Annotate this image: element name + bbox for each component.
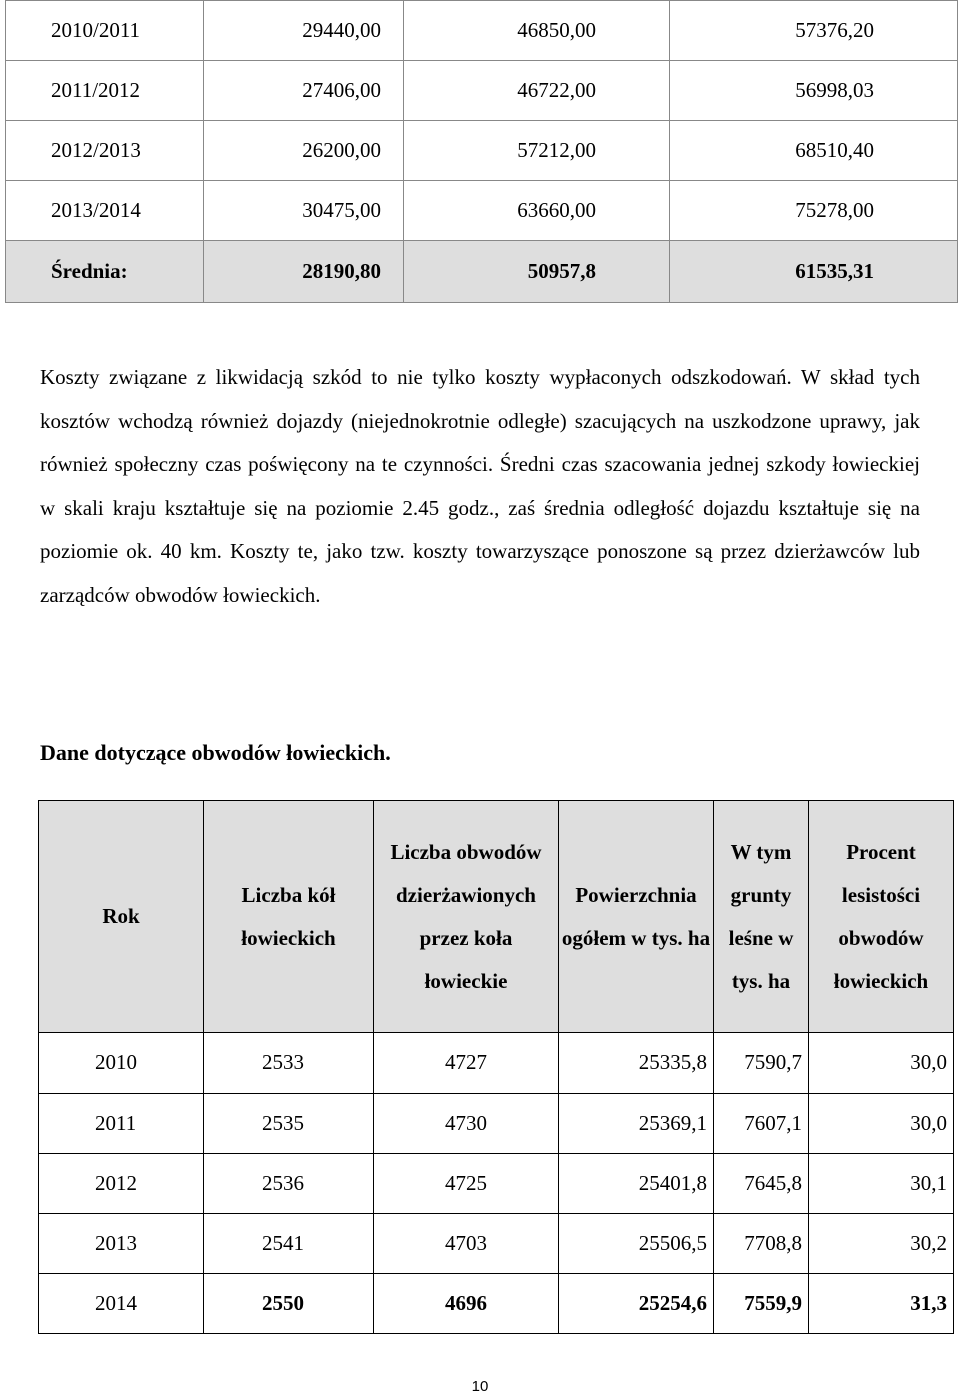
season-cell: 2012/2013 [6,121,204,181]
districts-cell: 4727 [374,1033,559,1093]
forest-cell: 7645,8 [714,1153,809,1213]
season-cell: 2011/2012 [6,61,204,121]
year-cell: 2014 [39,1273,204,1333]
average-label: Średnia: [6,241,204,303]
forest-cell: 7590,7 [714,1033,809,1093]
table-row [39,1213,954,1273]
clubs-cell: 2541 [204,1213,374,1273]
table-row [39,1033,954,1093]
value-cell: 57376,20 [670,1,958,61]
header-area: Powierzchnia ogółem w tys. ha [559,801,714,1033]
section-heading: Dane dotyczące obwodów łowieckich. [40,740,391,765]
year-cell: 2013 [39,1213,204,1273]
clubs-cell: 2536 [204,1153,374,1213]
value-cell: 75278,00 [670,181,958,241]
area-cell: 25335,8 [559,1033,714,1093]
value-cell: 29440,00 [204,1,404,61]
table-row [39,1273,954,1333]
districts-cell: 4696 [374,1273,559,1333]
forest-cell: 7708,8 [714,1213,809,1273]
percent-cell: 30,2 [809,1213,954,1273]
value-cell: 57212,00 [404,121,670,181]
area-cell: 25254,6 [559,1273,714,1333]
table-row [39,1093,954,1153]
percent-cell: 30,1 [809,1153,954,1213]
table-row [6,181,958,241]
value-cell: 46722,00 [404,61,670,121]
value-cell: 63660,00 [404,181,670,241]
forest-cell: 7607,1 [714,1093,809,1153]
average-row [6,241,958,303]
header-row [39,801,954,1033]
page-number: 10 [471,1378,489,1395]
value-cell: 26200,00 [204,121,404,181]
header-forest: W tym grunty leśne w tys. ha [714,801,809,1033]
percent-cell: 30,0 [809,1093,954,1153]
body-paragraph: Koszty związane z likwidacją szkód to nie tylko koszty wypłaconych odszkodowań. W skład tych kosztów wchodzą również dojazdy (niejednokrotnie odległe) szacujących na uszkodzone uprawy, jak również społeczny czas poświęcony na te czynności. Średni czas szacowania jednej szkody łowieckiej w skali kraju kształtuje się na poziomie 2.45 godz., zaś średnia odległość dojazdu kształtuje się na poziomie ok. 40 km. Koszty te, jako tzw. koszty towarzyszące ponoszone są przez dzierżawców lub zarządców obwodów łowieckich. [40,365,920,607]
header-year: Rok [39,801,204,1033]
table-row [6,1,958,61]
forest-cell: 7559,9 [714,1273,809,1333]
header-forest-percent: Procent lesistości obwodów łowieckich [809,801,954,1033]
area-cell: 25506,5 [559,1213,714,1273]
costs-table [5,0,958,303]
clubs-cell: 2535 [204,1093,374,1153]
average-value: 50957,8 [404,241,670,303]
average-value: 61535,31 [670,241,958,303]
districts-cell: 4703 [374,1213,559,1273]
percent-cell: 30,0 [809,1033,954,1093]
header-clubs: Liczba kół łowieckich [204,801,374,1033]
value-cell: 68510,40 [670,121,958,181]
year-cell: 2012 [39,1153,204,1213]
clubs-cell: 2533 [204,1033,374,1093]
districts-cell: 4725 [374,1153,559,1213]
area-cell: 25401,8 [559,1153,714,1213]
hunting-districts-table [38,800,954,1334]
value-cell: 56998,03 [670,61,958,121]
header-districts: Liczba obwodów dzierżawionych przez koła łowieckie [374,801,559,1033]
value-cell: 46850,00 [404,1,670,61]
districts-cell: 4730 [374,1093,559,1153]
year-cell: 2011 [39,1093,204,1153]
table-row [6,61,958,121]
percent-cell: 31,3 [809,1273,954,1333]
average-value: 28190,80 [204,241,404,303]
table-row [6,121,958,181]
season-cell: 2013/2014 [6,181,204,241]
year-cell: 2010 [39,1033,204,1093]
table-row [39,1153,954,1213]
value-cell: 27406,00 [204,61,404,121]
season-cell: 2010/2011 [6,1,204,61]
clubs-cell: 2550 [204,1273,374,1333]
area-cell: 25369,1 [559,1093,714,1153]
value-cell: 30475,00 [204,181,404,241]
